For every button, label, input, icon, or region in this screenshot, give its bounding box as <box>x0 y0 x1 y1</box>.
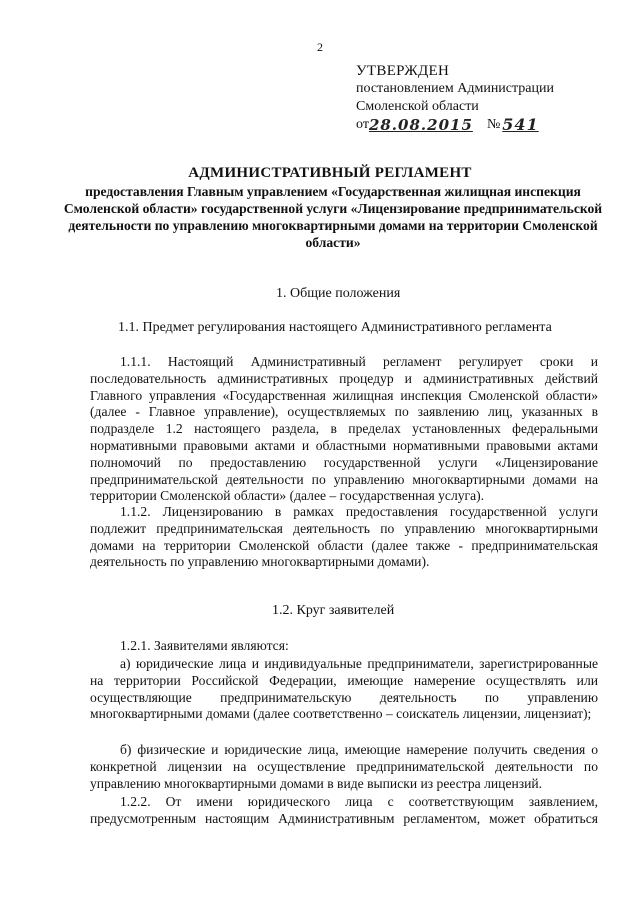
document-title: АДМИНИСТРАТИВНЫЙ РЕГЛАМЕНТ <box>188 165 472 181</box>
handwritten-date: 28.08.2015 <box>368 116 473 134</box>
document-subtitle: предоставления Главным управлением «Государственная жилищная инспекция Смоленской области» государственной услуги «Лицензирование предпринимательской деятельности по управлению многоквартирными домами на территории Смоленской области» <box>63 184 603 250</box>
page-number: 2 <box>317 40 323 54</box>
subsection-heading-1-2: 1.2. Круг заявителей <box>272 603 395 618</box>
handwritten-number: 541 <box>502 115 539 134</box>
paragraph-a: а) юридические лица и индивидуальные предприниматели, зарегистрированные на территории Российской Федерации, имеющие намерение осуществлять или осуществляющие предпринимательскую деятельность по управлению многоквартирными домами (далее соответственно – соискатель лицензии, лицензиат); <box>90 656 598 722</box>
paragraph-1-1-1: 1.1.1. Настоящий Административный регламент регулирует сроки и последовательность административных процедур и административных действий Главного управления «Государственная жилищная инспекция Смоленской области» (далее - Главное управление), осуществляемых по заявлению лиц, указанных в подразделе 1.2 настоящего раздела, в пределах установленных федеральными нормативными правовыми актами и областными нормативными правовыми актами полномочий по предоставлению государственной услуги «Лицензирование предпринимательской деятельности по управлению многоквартирными домами на территории Смоленской области» (далее – государственная услуга). <box>90 354 598 504</box>
subsection-heading-1-1: 1.1. Предмет регулирования настоящего Административного регламента <box>118 320 552 335</box>
approval-line-1: постановлением Администрации <box>356 81 554 96</box>
paragraph-1-2-2: 1.2.2. От имени юридического лица с соответствующим заявлением, предусмотренным настоящим Административным регламентом, может обратиться <box>90 794 598 826</box>
date-prefix: от <box>356 117 369 132</box>
approval-line-2: Смоленской области <box>356 99 479 114</box>
paragraph-b: б) физические и юридические лица, имеющие намерение получить сведения о конкретной лицензии на осуществление предпринимательской деятельности по управлению многоквартирными домами в виде выписки из реестра лицензий. <box>90 742 598 791</box>
approval-date-number-line <box>356 116 554 134</box>
paragraph-1-2-1: 1.2.1. Заявителями являются: <box>120 638 289 653</box>
section-heading-1: 1. Общие положения <box>276 286 401 301</box>
approval-title: УТВЕРЖДЕН <box>356 63 450 79</box>
paragraph-1-1-2: 1.1.2. Лицензированию в рамках предоставления государственной услуги подлежит предпринимательская деятельность по управлению многоквартирными домами на территории Смоленской области (далее также - предпринимательская деятельность по управлению многоквартирными домами). <box>90 504 598 570</box>
number-prefix: № <box>486 117 501 132</box>
approval-block <box>356 62 554 134</box>
